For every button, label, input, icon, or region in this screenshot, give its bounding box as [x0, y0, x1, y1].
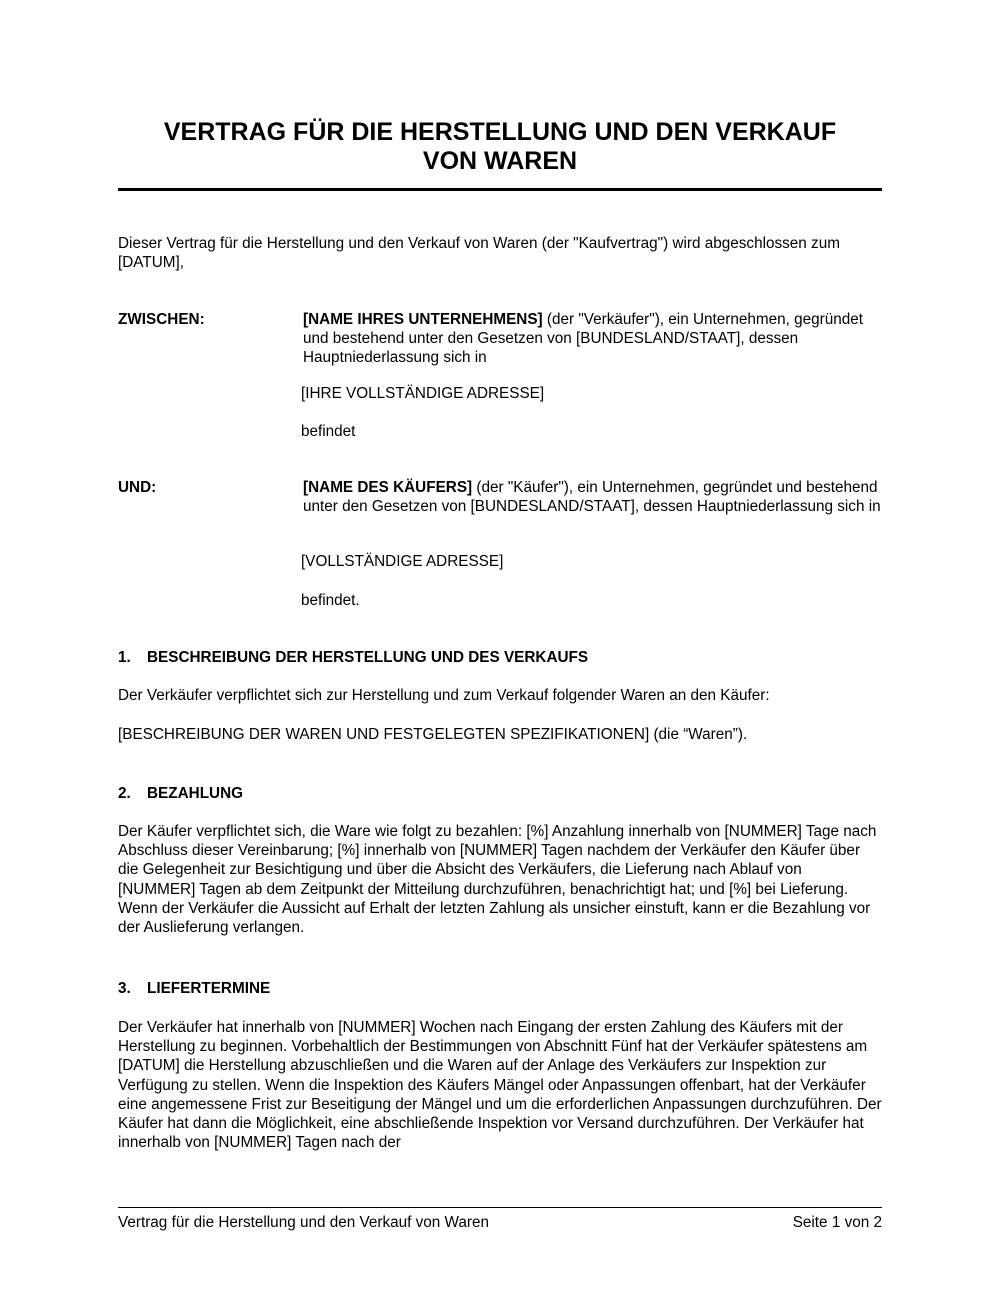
document-title — [118, 118, 882, 176]
between-label: ZWISCHEN: — [118, 311, 205, 328]
section-3-heading — [118, 979, 270, 998]
footer-title: Vertrag für die Herstellung und den Verkauf von Waren — [118, 1214, 490, 1231]
seller-text: (der "Verkäufer"), ein Unternehmen, gegründet und bestehend unter den Gesetzen von [BUNDESLAND/STAAT], dessen Hauptniederlassung sich in — [303, 311, 864, 367]
section-3-number: 3. — [118, 980, 131, 997]
seller-located: befindet — [301, 423, 356, 440]
section-1-paragraph-2: [BESCHREIBUNG DER WAREN UND FESTGELEGTEN SPEZIFIKATIONEN] (die “Waren”). — [118, 726, 748, 743]
section-1-number: 1. — [118, 649, 131, 666]
buyer-text: (der "Käufer"), ein Unternehmen, gegründet und bestehend unter den Gesetzen von [BUNDESLAND/STAAT], dessen Hauptniederlassung sich in — [303, 479, 881, 516]
page-number: Seite 1 von 2 — [792, 1214, 882, 1231]
intro-paragraph: Dieser Vertrag für die Herstellung und den Verkauf von Waren (der "Kaufvertrag") wird abgeschlossen zum [DATUM], — [118, 235, 840, 272]
section-3-title: LIEFERTERMINE — [147, 980, 271, 997]
section-1-paragraph-1: Der Verkäufer verpflichtet sich zur Herstellung und zum Verkauf folgender Waren an den Käufer: — [118, 687, 770, 704]
title-divider — [118, 188, 882, 191]
buyer-description — [303, 478, 882, 516]
title-line-1: VERTRAG FÜR DIE HERSTELLUNG UND DEN VERKAUF — [163, 118, 837, 146]
seller-description — [303, 310, 882, 368]
section-2-paragraph: Der Käufer verpflichtet sich, die Ware wie folgt zu bezahlen: [%] Anzahlung innerhalb von [NUMMER] Tage nach Abschluss dieser Vereinbarung; [%] innerhalb von [NUMMER] Tagen nachdem der Verkäufer den Käufer über die Gelegenheit zur Besichtigung und über die Absicht des Verkäufers, die Lieferung nach Ablauf von [NUMMER] Tagen ab dem Zeitpunkt der Mitteilung durchzuführen, benachrichtigt hat; und [%] bei Lieferung. Wenn der Verkäufer die Aussicht auf Erhalt der letzten Zahlung als unsicher einstuft, kann er die Bezahlung vor der Auslieferung verlangen. — [118, 823, 877, 937]
section-2-heading — [118, 784, 243, 803]
buyer-address: [VOLLSTÄNDIGE ADRESSE] — [301, 553, 504, 570]
section-1-title: BESCHREIBUNG DER HERSTELLUNG UND DES VERKAUFS — [147, 649, 589, 666]
seller-address: [IHRE VOLLSTÄNDIGE ADRESSE] — [301, 385, 545, 402]
section-3-paragraph: Der Verkäufer hat innerhalb von [NUMMER] Wochen nach Eingang der ersten Zahlung des Käufers mit der Herstellung zu beginnen. Vorbehaltlich der Bestimmungen von Abschnitt Fünf hat der Verkäufer spätestens am [DATUM] die Herstellung abzuschließen und die Waren auf der Anlage des Verkäufers zur Inspektion zur Verfügung zu stellen. Wenn die Inspektion des Käufers Mängel oder Anpassungen offenbart, hat der Verkäufer eine angemessene Frist zur Beseitigung der Mängel und um die erforderlichen Anpassungen durchzuführen. Der Käufer hat dann die Möglichkeit, eine abschließende Inspektion vor Versand durchzuführen. Der Verkäufer hat innerhalb von [NUMMER] Tagen nach der — [118, 1019, 882, 1152]
buyer-located: befindet. — [301, 592, 360, 609]
buyer-name: [NAME DES KÄUFERS] — [303, 479, 473, 496]
section-2-title: BEZAHLUNG — [147, 785, 244, 802]
section-1-heading — [118, 648, 588, 667]
footer-divider — [118, 1207, 882, 1208]
seller-name: [NAME IHRES UNTERNEHMENS] — [303, 311, 543, 328]
title-line-2: VON WAREN — [422, 147, 578, 175]
section-2-number: 2. — [118, 785, 131, 802]
and-label: UND: — [118, 479, 157, 496]
